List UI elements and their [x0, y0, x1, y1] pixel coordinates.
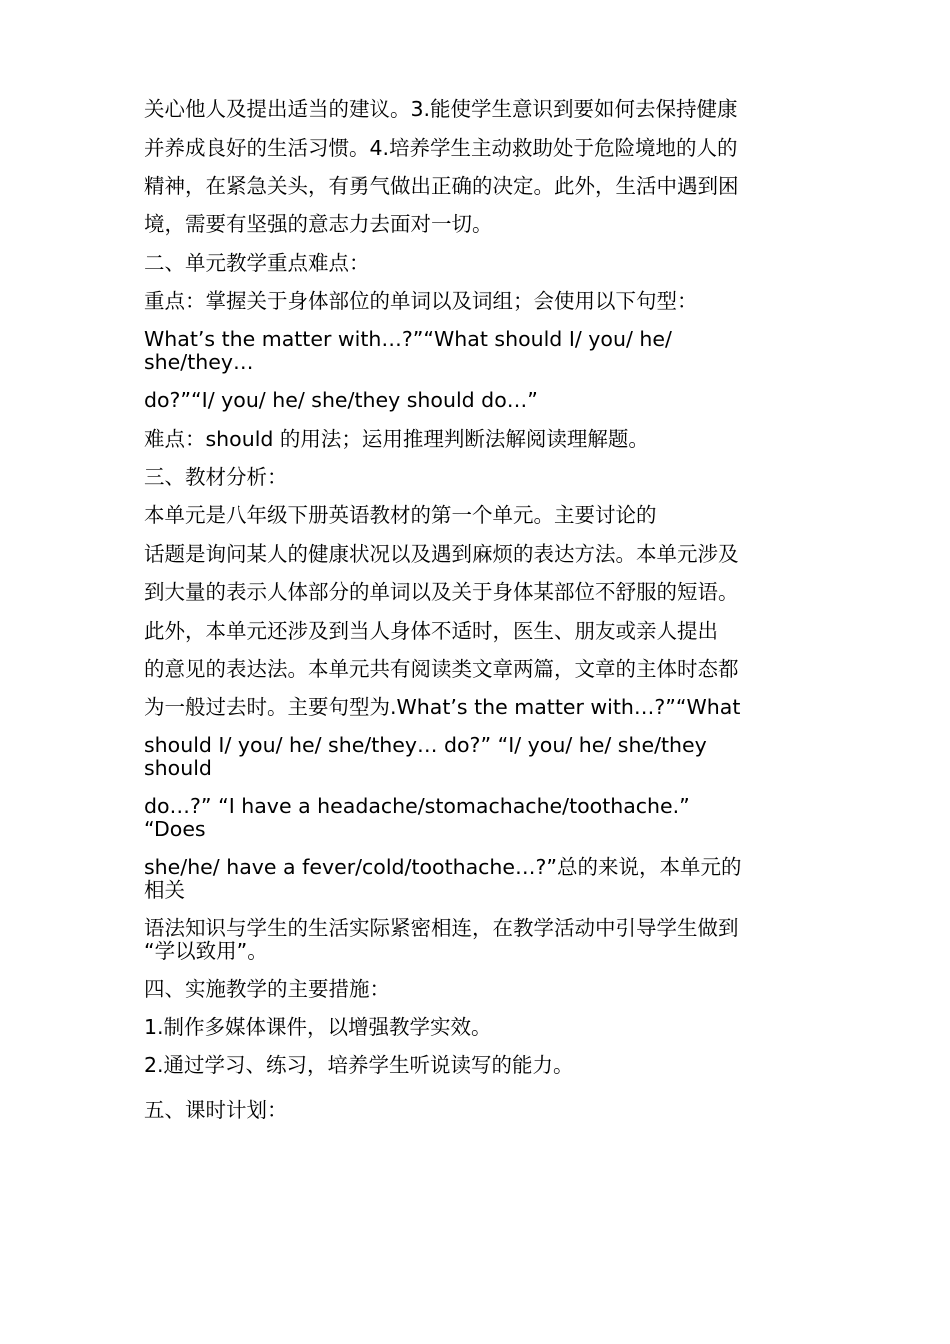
text-line: “Does: [144, 817, 206, 841]
text-line: 难点：should 的用法；运用推理判断法解阅读理解题。: [144, 427, 649, 451]
text-line: she/they…: [144, 350, 254, 374]
text-line: 相关: [144, 878, 185, 902]
section-heading: 二、单元教学重点难点：: [144, 251, 370, 275]
text-line: 精神，在紧急关头，有勇气做出正确的决定。此外，生活中遇到困: [144, 174, 739, 198]
text-line: 并养成良好的生活习惯。4.培养学生主动救助处于危险境地的人的: [144, 136, 738, 160]
text-line: 本单元是八年级下册英语教材的第一个单元。主要讨论的: [144, 503, 657, 527]
list-item: 1.制作多媒体课件，以增强教学实效。: [144, 1015, 492, 1039]
text-line: “学以致用”。: [144, 939, 268, 963]
section-heading: 五、课时计划：: [144, 1098, 288, 1122]
text-line: do?”“I/ you/ he/ she/they should do…”: [144, 388, 538, 412]
section-heading: 三、教材分析：: [144, 465, 288, 489]
text-line: 此外，本单元还涉及到当人身体不适时，医生、朋友或亲人提出: [144, 619, 718, 643]
text-line: she/he/ have a fever/cold/toothache…?”总的来说，本单元的: [144, 855, 742, 879]
list-item: 2.通过学习、练习，培养学生听说读写的能力。: [144, 1053, 574, 1077]
text-line: 关心他人及提出适当的建议。3.能使学生意识到要如何去保持健康: [144, 97, 738, 121]
text-line: 的意见的表达法。本单元共有阅读类文章两篇，文章的主体时态都: [144, 657, 739, 681]
text-line: 到大量的表示人体部分的单词以及关于身体某部位不舒服的短语。: [144, 580, 739, 604]
text-line: 话题是询问某人的健康状况以及遇到麻烦的表达方法。本单元涉及: [144, 542, 739, 566]
section-heading: 四、实施教学的主要措施：: [144, 977, 390, 1001]
text-line: 重点：掌握关于身体部位的单词以及词组；会使用以下句型：: [144, 289, 698, 313]
text-line: 境，需要有坚强的意志力去面对一切。: [144, 212, 493, 236]
text-line: do…?” “I have a headache/stomachache/toothache.”: [144, 794, 690, 818]
text-line: 语法知识与学生的生活实际紧密相连，在教学活动中引导学生做到: [144, 916, 739, 940]
text-line: should I/ you/ he/ she/they… do?” “I/ you/ he/ she/they: [144, 733, 707, 757]
text-line: 为一般过去时。主要句型为.What’s the matter with…?”“What: [144, 695, 741, 719]
text-line: should: [144, 756, 212, 780]
text-line: What’s the matter with…?”“What should I/ you/ he/: [144, 327, 672, 351]
